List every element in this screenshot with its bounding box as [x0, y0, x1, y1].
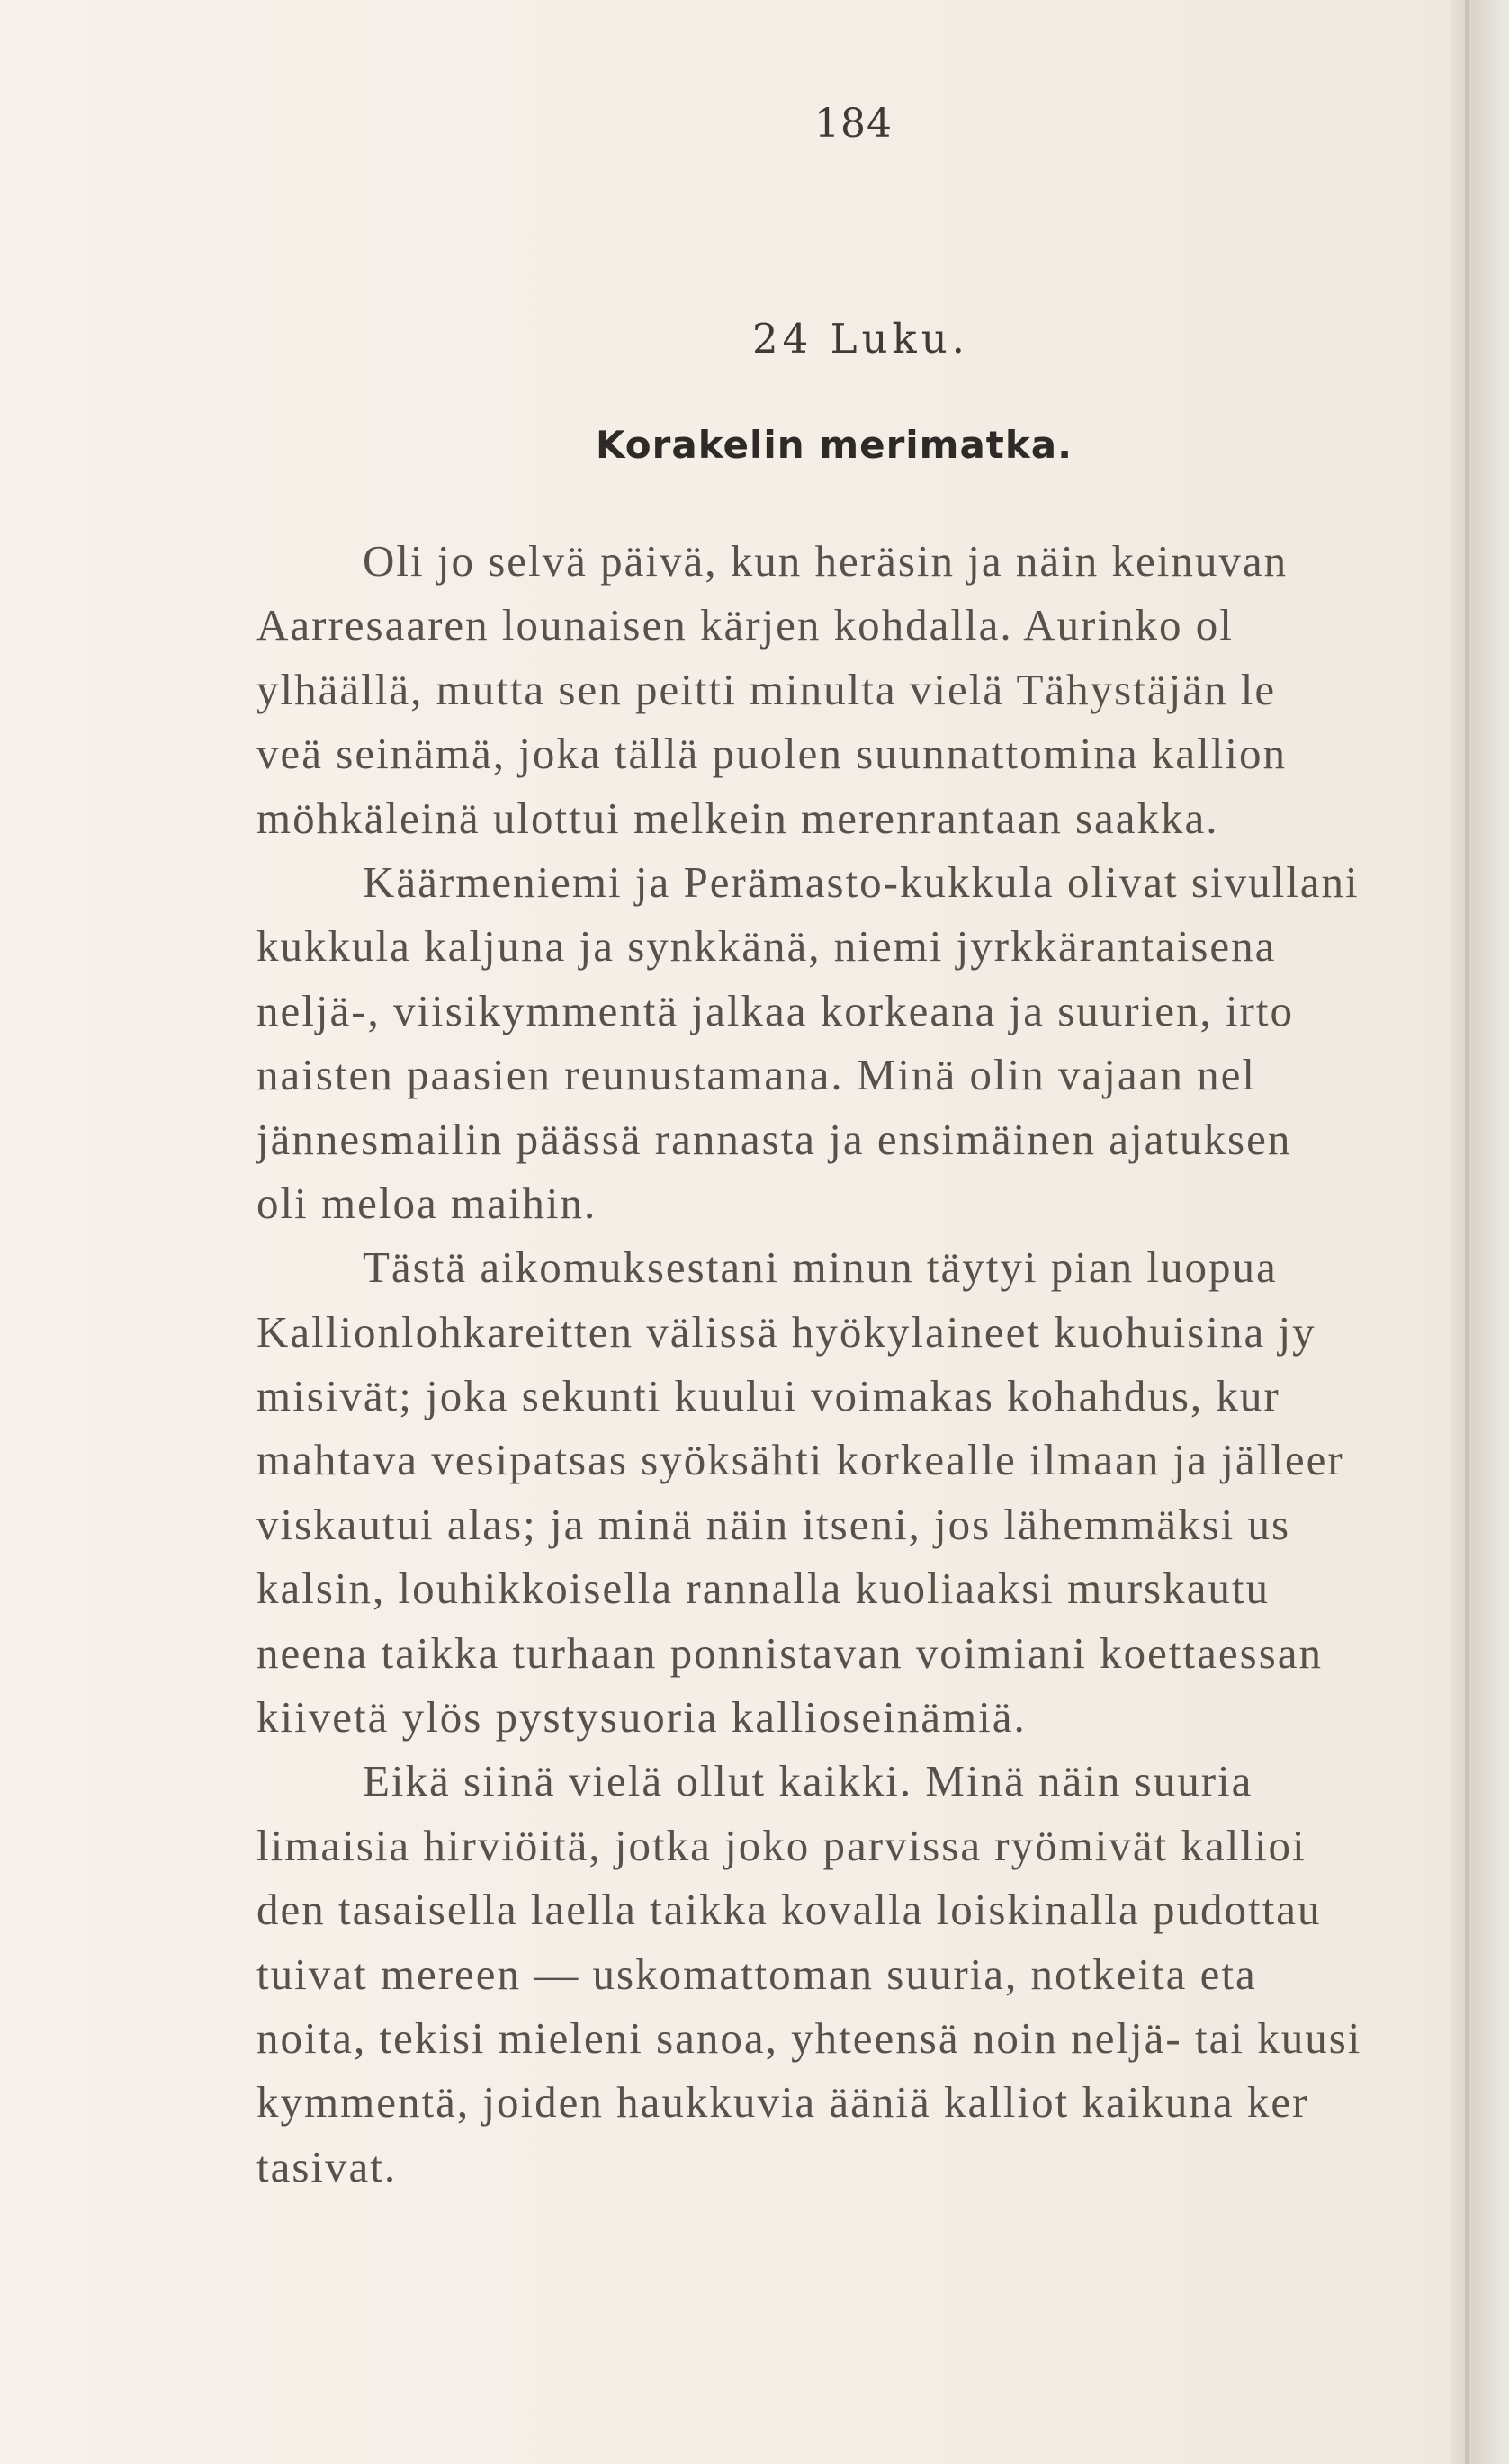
text-line: kalsin, louhikkoisella rannalla kuoliaaksi murskautu: [256, 1564, 1270, 1614]
chapter-title: Korakelin merimatka.: [596, 423, 1073, 467]
text-line: mahtava vesipatsas syöksähti korkealle ilmaan ja jälleer: [256, 1435, 1344, 1485]
text-line: Kallionlohkareitten välissä hyökylaineet kuohuisina jy: [256, 1306, 1316, 1357]
text-line: kymmentä, joiden haukkuvia ääniä kalliot kaikuna ker: [256, 2077, 1309, 2128]
text-line: den tasaisella laella taikka kovalla loiskinalla pudottau: [256, 1885, 1322, 1935]
text-line: neljä-, viisikymmentä jalkaa korkeana ja suurien, irto: [256, 985, 1294, 1035]
text-line: Käärmeniemi ja Perämasto-kukkula olivat sivullani: [363, 856, 1360, 907]
text-line: tasivat.: [256, 2141, 398, 2191]
text-line: veä seinämä, joka tällä puolen suunnattomina kallion: [256, 729, 1287, 779]
text-line: viskautui alas; ja minä näin itseni, jos lähemmäksi us: [256, 1499, 1291, 1549]
text-line: noita, tekisi mieleni sanoa, yhteensä noin neljä- tai kuusi: [256, 2012, 1362, 2063]
chapter-heading: 24 Luku.: [752, 315, 969, 363]
binding-edge: [1465, 0, 1469, 2464]
text-line: ylhäällä, mutta sen peitti minulta vielä Tähystäjän le: [256, 664, 1277, 714]
text-line: oli meloa maihin.: [256, 1178, 597, 1228]
text-line: Oli jo selvä päivä, kun heräsin ja näin keinuvan: [363, 536, 1289, 586]
text-line: Tästä aikomuksestani minun täytyi pian luopua: [363, 1242, 1278, 1293]
text-line: misivät; joka sekunti kuului voimakas kohahdus, kur: [256, 1371, 1280, 1421]
page-number: 184: [814, 101, 893, 147]
body-text: [256, 529, 1462, 2199]
text-line: jännesmailin päässä rannasta ja ensimäinen ajatuksen: [256, 1114, 1292, 1164]
text-line: Eikä siinä vielä ollut kaikki. Minä näin suuria: [363, 1756, 1253, 1806]
text-line: kukkula kaljuna ja synkkänä, niemi jyrkkärantaisena: [256, 921, 1277, 972]
text-line: naisten paasien reunustamana. Minä olin vajaan nel: [256, 1050, 1256, 1100]
text-line: Aarresaaren lounaisen kärjen kohdalla. Aurinko ol: [256, 600, 1234, 650]
text-line: möhkäleinä ulottui melkein merenrantaan saakka.: [256, 793, 1219, 843]
text-line: tuivat mereen — uskomattoman suuria, notkeita eta: [256, 1949, 1257, 1999]
text-line: neena taikka turhaan ponnistavan voimiani koettaessan: [256, 1627, 1324, 1678]
text-line: limaisia hirviöitä, jotka joko parvissa ryömivät kallioi: [256, 1820, 1307, 1870]
text-line: kiivetä ylös pystysuoria kallioseinämiä.: [256, 1692, 1027, 1743]
